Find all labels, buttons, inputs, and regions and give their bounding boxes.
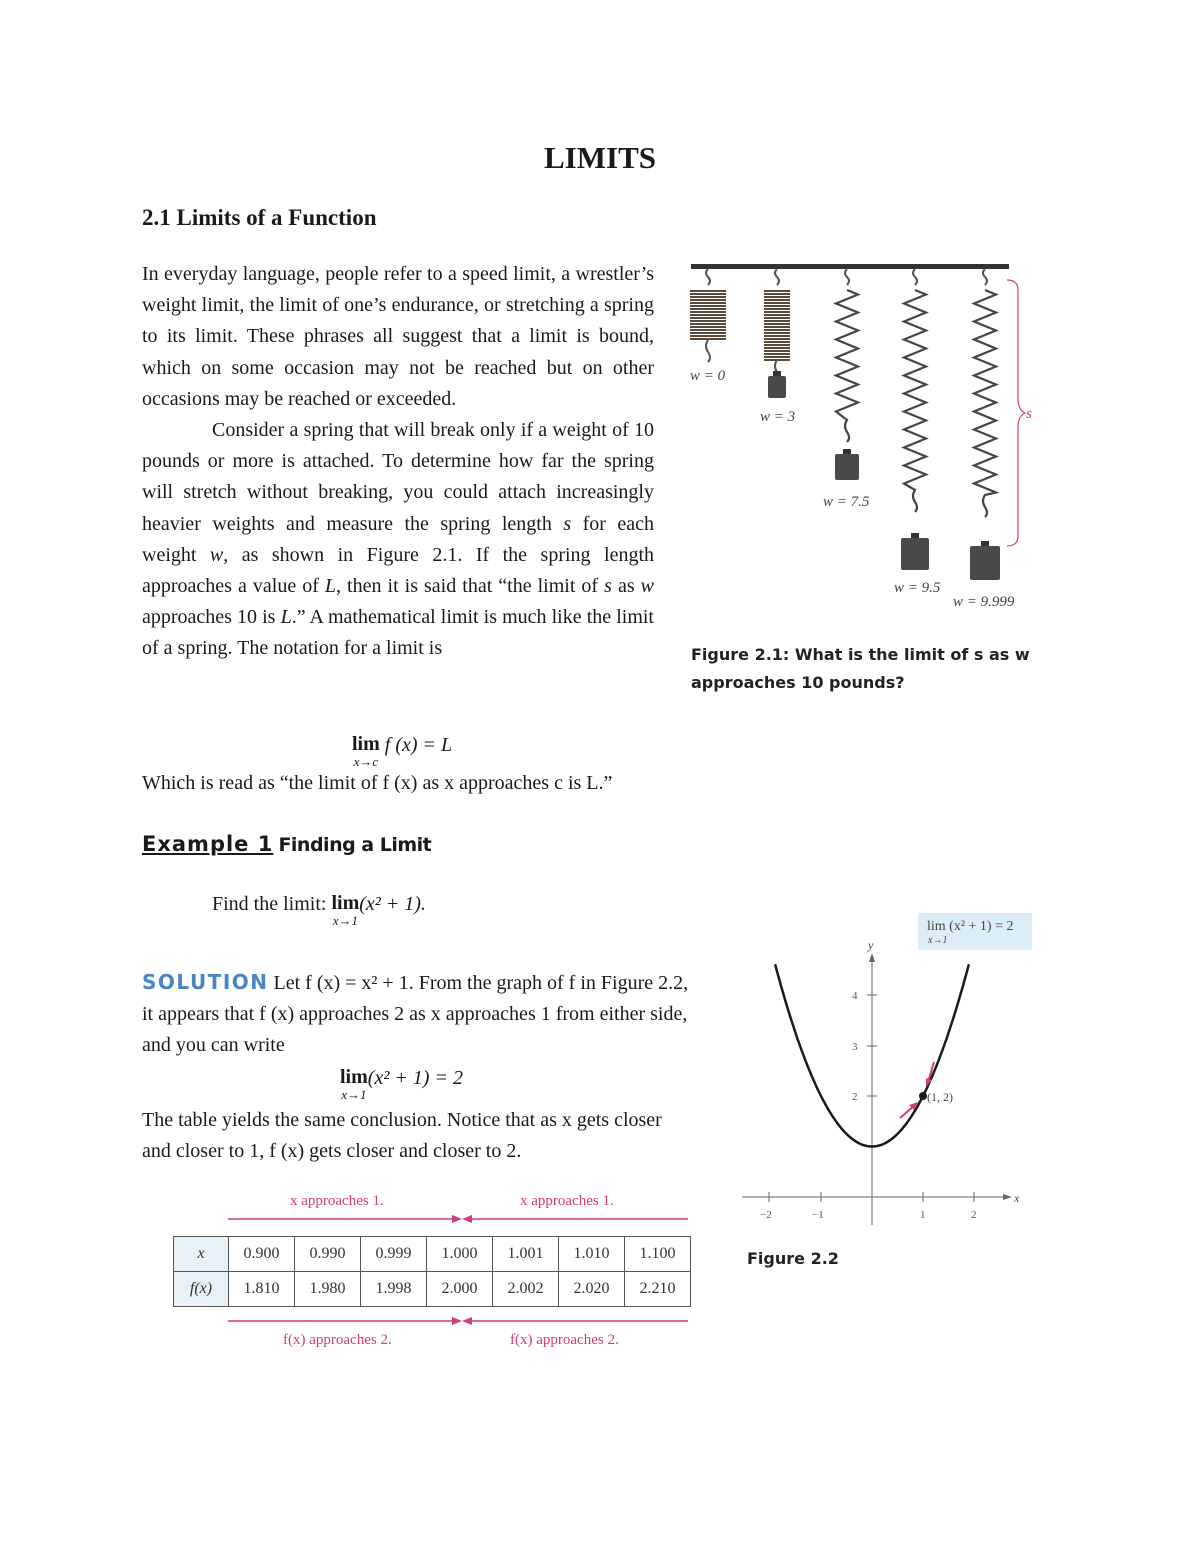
values-table (173, 1236, 691, 1307)
table-cell: 0.990 (295, 1237, 361, 1272)
spring-2 (835, 269, 859, 480)
table-cell: 1.980 (295, 1272, 361, 1307)
label-w0: w = 0 (690, 368, 726, 384)
y-axis-label: y (868, 938, 874, 952)
s-label: s (1026, 406, 1032, 422)
spring-paragraph: Consider a spring that will break only if a weight of 10 pounds or more is attached. To determine how far the spring will stretch without breaking, you could attach increasingly heavier weights and measure the spring length s for each weight w, as shown in Figure 2.1. If the spring length approaches a value of L, then it is said that “the limit of s as w approaches 10 is L.” A mathematical limit is much like the limit of a spring. The notation for a limit is (142, 419, 655, 660)
example-label: Example 1 (142, 832, 274, 856)
x-tick-neg2: −2 (760, 1209, 772, 1221)
table-cell: 1.998 (361, 1272, 427, 1307)
figure-2-2-caption: Figure 2.2 (747, 1249, 839, 1268)
bottom-left-label: f(x) approaches 2. (283, 1332, 392, 1348)
table-cell: 1.001 (493, 1237, 559, 1272)
point-1-2 (919, 1092, 927, 1100)
find-limit-text: Find the limit: lim x→1 (x² + 1). (212, 892, 426, 928)
limit-box-sub: x→1 (928, 935, 948, 946)
table-cell: 1.010 (559, 1237, 625, 1272)
spring-figure (685, 258, 1045, 618)
parabola-graph (740, 935, 1040, 1230)
label-w3: w = 3 (760, 409, 796, 425)
bottom-right-label: f(x) approaches 2. (510, 1332, 619, 1348)
limit-equation: lim x→1 (x² + 1) = 2 (340, 1066, 463, 1102)
section-title: 2.1 Limits of a Function (142, 205, 377, 230)
spring-0 (690, 269, 726, 362)
label-w9-5: w = 9.5 (894, 580, 941, 596)
x-tick-2: 2 (971, 1209, 977, 1221)
y-tick-2: 2 (852, 1091, 858, 1103)
bottom-arrows (228, 1314, 690, 1330)
table-cell: 0.900 (229, 1237, 295, 1272)
top-arrows (228, 1212, 690, 1228)
x-header: x (174, 1237, 229, 1272)
solution-label: SOLUTION (142, 970, 269, 994)
table-cell: 1.100 (625, 1237, 691, 1272)
table-cell: 0.999 (361, 1237, 427, 1272)
label-w9-999: w = 9.999 (953, 594, 1015, 610)
table-row (174, 1272, 691, 1307)
table-cell: 2.210 (625, 1272, 691, 1307)
top-left-label: x approaches 1. (290, 1193, 384, 1209)
x-axis-label: x (1014, 1191, 1020, 1205)
table-cell: 2.000 (427, 1272, 493, 1307)
x-tick-neg1: −1 (812, 1209, 824, 1221)
table-cell: 1.810 (229, 1272, 295, 1307)
table-row (174, 1237, 691, 1272)
spring-3 (901, 269, 929, 570)
limit-box-expr: lim (x² + 1) = 2 (927, 919, 1014, 934)
fx-header: f(x) (174, 1272, 229, 1307)
limit-notation: lim x→c f (x) = L (352, 733, 453, 769)
top-right-label: x approaches 1. (520, 1193, 614, 1209)
table-cell: 1.000 (427, 1237, 493, 1272)
solution-text: SOLUTION Let f (x) = x² + 1. From the graph of f in Figure 2.2, it appears that f (x) approaches 2 as x approaches 1 from either side, and you can write (142, 970, 689, 1057)
intro-paragraph: In everyday language, people refer to a speed limit, a wrestler’s weight limit, the limit of one’s endurance, or stretching a spring to its limit. These phrases all suggest that a limit is bound, which on some occasion may not be reached but on other occasions may be reached or exceeded. (142, 263, 654, 410)
spring-1 (764, 269, 790, 398)
table-cell: 2.020 (559, 1272, 625, 1307)
y-tick-3: 3 (852, 1041, 858, 1053)
x-tick-1: 1 (920, 1209, 926, 1221)
figure-2-1-caption: Figure 2.1: What is the limit of s as w approaches 10 pounds? (691, 645, 1030, 692)
example-heading (142, 832, 431, 856)
length-brace (1007, 280, 1025, 546)
table-cell: 2.002 (493, 1272, 559, 1307)
conclusion-text: The table yields the same conclusion. Notice that as x gets closer and closer to 1, f (x) gets closer and closer to 2. (142, 1109, 662, 1163)
y-tick-4: 4 (852, 990, 858, 1002)
page-title: LIMITS (544, 140, 656, 175)
intro-text (142, 259, 654, 665)
ceiling-bar (691, 264, 1009, 269)
read-as-text: Which is read as “the limit of f (x) as x approaches c is L.” (142, 772, 613, 794)
example-title: Finding a Limit (278, 834, 432, 856)
point-label: (1, 2) (927, 1090, 953, 1104)
label-w7-5: w = 7.5 (823, 494, 870, 510)
spring-4 (970, 269, 1000, 580)
